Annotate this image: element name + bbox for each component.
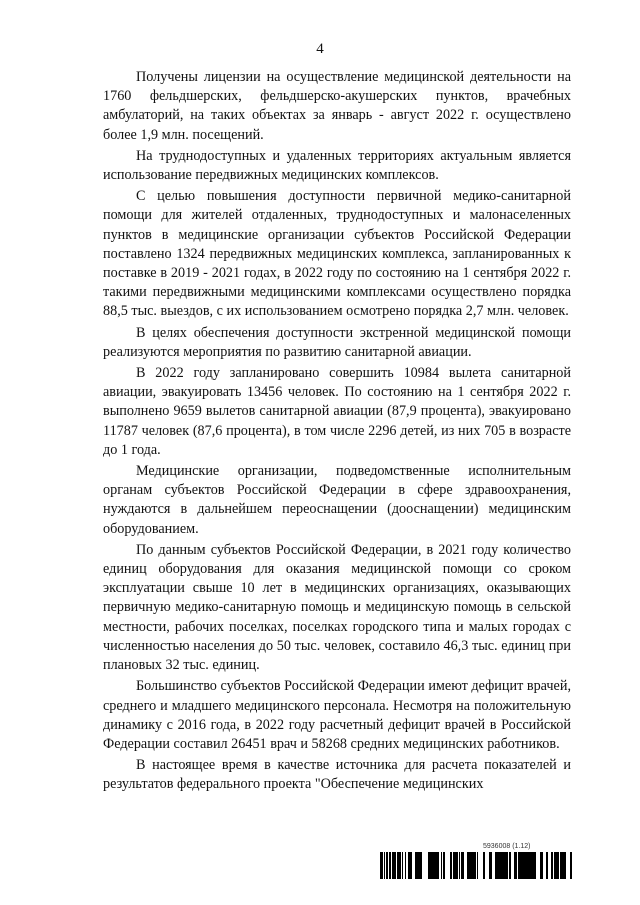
paragraph-8: Большинство субъектов Российской Федерации имеют дефицит врачей, среднего и младшего медицинского персонала. Несмотря на положительную динамику с 2016 года, в 2022 году расчетный дефицит врачей в Российской Федерации составил 26451 врач и 58268 средних медицинских работников. <box>103 678 571 752</box>
paragraph-9: В настоящее время в качестве источника для расчета показателей и результатов федерального проекта "Обеспечение медицинских <box>103 757 571 793</box>
paragraph-4: В целях обеспечения доступности экстренной медицинской помощи реализуются мероприятия по развитию санитарной авиации. <box>103 324 571 360</box>
paragraph-5: В 2022 году запланировано совершить 10984 вылета санитарной авиации, эвакуировать 13456 человек. По состоянию на 1 сентября 2022 г. выполнено 9659 вылетов санитарной авиации (87,9 процента), эвакуировано 11787 человек (87,6 процента), в том числе 2296 детей, из них 705 в возрасте до 1 года. <box>103 365 571 458</box>
paragraph-6: Медицинские организации, подведомственные исполнительным органам субъектов Российской Федерации в сфере здравоохранения, нуждаются в дальнейшем переоснащении (дооснащении) медицинским оборудованием. <box>103 463 571 537</box>
paragraph-7: По данным субъектов Российской Федерации, в 2021 году количество единиц оборудования для оказания медицинской помощи со сроком эксплуатации свыше 10 лет в медицинских организациях, оказывающих первичную медико-санитарную помощь и медицинскую помощь в сельской местности, рабочих поселках, поселках городского типа и малых городах с численностью населения до 50 тыс. человек, составило 46,3 тыс. единиц при плановых 32 тыс. единиц. <box>103 541 571 674</box>
paragraph-3: С целью повышения доступности первичной медико-санитарной помощи для жителей отдаленных, труднодоступных и малонаселенных пунктов в медицинские организации субъектов Российской Федерации поставлено 1324 передвижных медицинских комплекса, запланированных к поставке в 2019 - 2021 годах, в 2022 году по состоянию на 1 сентября 2022 г. такими передвижными медицинскими комплексами осуществлено порядка 88,5 тыс. выездов, с их использованием осмотрено порядка 2,7 млн. человек. <box>103 188 571 320</box>
paragraph-2: На труднодоступных и удаленных территориях актуальным является использование передвижных медицинских комплексов. <box>103 147 571 184</box>
page-number: 4 <box>316 41 324 57</box>
document-code: 5936008 (1.12) <box>483 843 531 850</box>
paragraph-1: Получены лицензии на осуществление медицинской деятельности на 1760 фельдшерских, фельдшерско-акушерских пунктов, врачебных амбулаторий, на таких объектах за январь - август 2022 г. осуществлено более 1,9 млн. посещений. <box>103 69 571 143</box>
body-text <box>103 68 571 795</box>
barcode-icon <box>380 852 572 879</box>
